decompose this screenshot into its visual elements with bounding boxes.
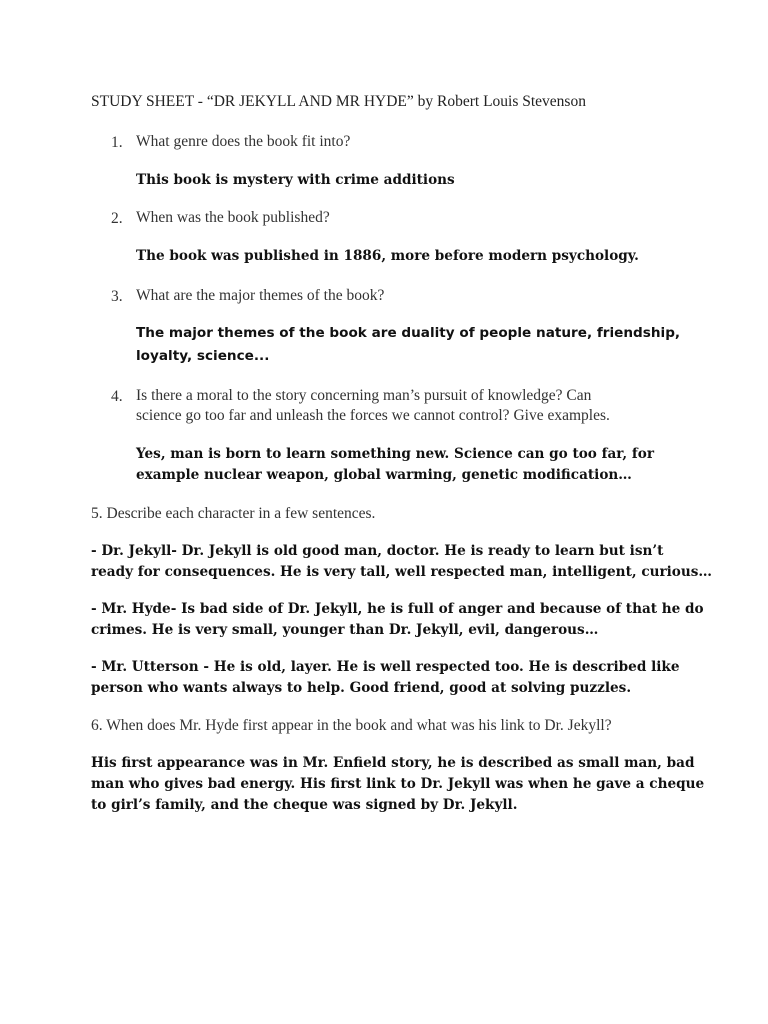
answer-3-line-2: loyalty, science...	[136, 348, 270, 364]
character-utterson-line-1: - Mr. Utterson - He is old, layer. He is well respected too. He is described like	[91, 659, 680, 675]
character-hyde-line-2: crimes. He is very small, younger than Dr. Jekyll, evil, dangerous…	[91, 622, 599, 638]
question-2-text: When was the book published?	[136, 209, 330, 226]
character-jekyll-line-1: - Dr. Jekyll- Dr. Jekyll is old good man, doctor. He is ready to learn but isn’t	[91, 543, 664, 559]
character-hyde-line-1: - Mr. Hyde- Is bad side of Dr. Jekyll, he is full of anger and because of that he do	[91, 601, 704, 617]
question-1-text: What genre does the book fit into?	[136, 133, 351, 150]
character-jekyll-line-2: ready for consequences. He is very tall, well respected man, intelligent, curious…	[91, 564, 712, 580]
question-4-number: 4.	[111, 388, 123, 405]
answer-6-line-2: man who gives bad energy. His first link to Dr. Jekyll was when he gave a cheque	[91, 776, 705, 792]
answer-1: This book is mystery with crime additions	[136, 172, 455, 188]
answer-2: The book was published in 1886, more before modern psychology.	[136, 248, 639, 264]
answer-6-line-3: to girl’s family, and the cheque was signed by Dr. Jekyll.	[91, 797, 518, 813]
question-2-number: 2.	[111, 210, 123, 227]
answer-6-line-1: His first appearance was in Mr. Enfield story, he is described as small man, bad	[91, 755, 695, 771]
question-3-number: 3.	[111, 288, 123, 305]
question-6-text: 6. When does Mr. Hyde first appear in the book and what was his link to Dr. Jekyll?	[91, 717, 612, 734]
question-1-number: 1.	[111, 134, 123, 151]
question-5-text: 5. Describe each character in a few sentences.	[91, 505, 376, 522]
question-4-text-line-2: science go too far and unleash the forces we cannot control? Give examples.	[136, 407, 610, 424]
question-3-text: What are the major themes of the book?	[136, 287, 385, 304]
question-4-text-line-1: Is there a moral to the story concerning man’s pursuit of knowledge? Can	[136, 387, 592, 404]
character-utterson-line-2: person who wants always to help. Good friend, good at solving puzzles.	[91, 680, 632, 696]
answer-4-line-2: example nuclear weapon, global warming, genetic modification…	[136, 467, 632, 483]
page-title: STUDY SHEET - “DR JEKYLL AND MR HYDE” by Robert Louis Stevenson	[91, 93, 586, 110]
answer-4-line-1: Yes, man is born to learn something new. Science can go too far, for	[136, 446, 654, 462]
answer-3-line-1: The major themes of the book are duality of people nature, friendship,	[136, 325, 681, 341]
